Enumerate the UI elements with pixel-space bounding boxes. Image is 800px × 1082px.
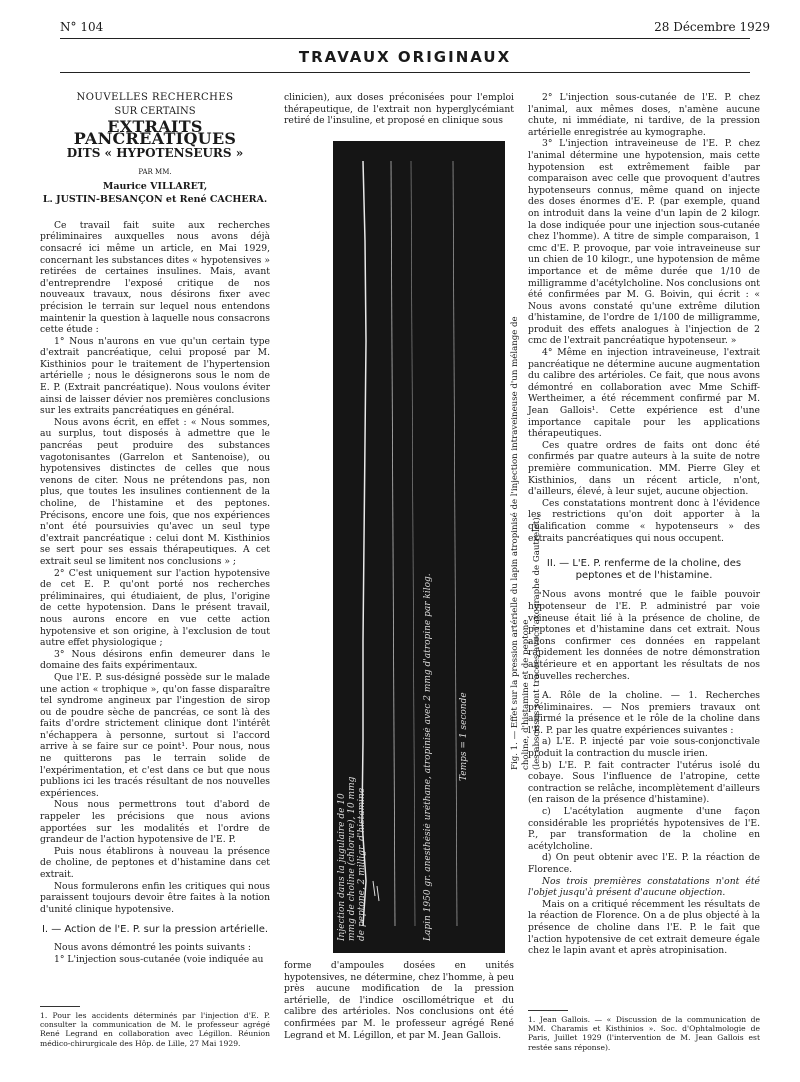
article-kicker-2: SUR CERTAINS	[114, 105, 196, 117]
paragraph: Que l'E. P. sus-désigné possède sur le malade une action « trophique », qu'on fasse disparaître tel syndrome angineux par l'ingestion de sirop ou de poudre sèche de pancréas, ce sont là des faits d'ordre strictement clinique dont l'intérêt n'échappera à personne, surtout si l'accord arrive à se faire sur ce point¹. Pour nous, nous ne quitterons pas le terrain solide de l'expérimentation, et c'est dans ce but que nous publions ici les tracés résultant de nos nouvelles expériences.	[40, 671, 270, 799]
paragraph: 4° Même en injection intraveineuse, l'extrait pancréatique ne détermine aucune augmentation du calibre des artérioles. Ce fait, que nous avons démontré en collaboration avec Mme Schiff-Wertheimer, a été récemment confirmé par M. Jean Gallois¹. Cette expérience est d'une importance capitale pour les applications thérapeutiques.	[528, 347, 760, 440]
paragraph: 1° Nous n'aurons en vue qu'un certain type d'extrait pancréatique, celui proposé par M. Kisthinios pour le traitement de l'hypertension artérielle ; nous le désignerons sous le nom de E. P. (Extrait pancréatique). Nous voulons éviter ainsi de laisser dévier nos premières conclusions sur les extraits pancréatiques en général.	[40, 335, 270, 417]
section-heading-1: I. — Action de l'E. P. sur la pression artérielle.	[41, 924, 269, 936]
footnote-rule	[40, 1006, 80, 1007]
paragraph: Nous avons démontré les points suivants :	[54, 941, 251, 953]
author-2: L. JUSTIN-BESANÇON et René CACHERA.	[42, 194, 268, 206]
footnote-left	[40, 1006, 270, 1048]
section-title: TRAVAUX ORIGINAUX	[298, 48, 512, 66]
paragraph: Ces constatations montrent donc à l'évidence les restrictions qu'on doit apporter à la qualification comme « hypotenseurs » des extraits pancréatiques qui nous occupent.	[528, 497, 760, 544]
footnote-rule	[528, 1010, 568, 1011]
footnote-text: 1. Pour les accidents déterminés par l'injection d'E. P. consulter la communication de M. le professeur agrégé René Legrand en collaboration avec Légillon. Réunion médico-chirurgicale des Hôp. de Lille, 27 Mai 1929.	[40, 1011, 270, 1048]
handwriting-temps: Temps = 1 seconde	[459, 692, 469, 781]
paragraph: Mais on a critiqué récemment les résultats de la réaction de Florence. On a de plus objecté à la présence de choline dans l'E. P. le fait que l'action hypotensive de cet extrait demeure égale chez le lapin avant et après atropinisation.	[528, 898, 760, 957]
paragraph: Nous nous permettrons tout d'abord de rappeler les précisions que nous avions apportées sur les modalités et l'ordre de grandeur de l'action hypotensive de l'E. P.	[40, 799, 270, 846]
byline-par: PAR MM.	[138, 167, 172, 176]
paragraph: 2° C'est uniquement sur l'action hypotensive de cet E. P. qu'ont porté nos recherches préliminaires, qui étudiaient, de plus, l'origine de cette hypotension. Dans le présent travail, nous aurons encore en vue cette action hypotensive et son origine, à l'exclusion de tout autre effet physiologique ;	[40, 567, 270, 649]
column-right	[528, 92, 760, 957]
paragraph: Ce travail fait suite aux recherches préliminaires auxquelles nous avons déjà consacré ici même un article, en Mai 1929, concernant les substances dites « hypotensives » retirées de certaines insulines. Mais, avant d'entreprendre l'exposé critique de nos nouveaux travaux, nous désirons fixer avec précision le terrain sur lequel nous entendons maintenir la question à laquelle nous consacrons cette étude :	[40, 219, 270, 336]
section-heading-2: II. — L'E. P. renferme de la choline, des peptones et de l'histamine.	[546, 558, 742, 581]
header-rule-top	[60, 38, 750, 39]
figure-caption-line-2: (les abscisses sont tracées avec l'axographe de Gautrelet).	[532, 514, 542, 770]
paragraph: Nous avons écrit, en effet : « Nous sommes, au surplus, tout disposés à admettre que le pancréas peut produire des substances vagotonisantes (Garrelon et Santenoise), ou hypotensives distinctes de celles que nous venons de citer. Nous ne prétendons pas, non plus, que toutes les insulines contiennent de la choline, de l'histamine et des peptones. Précisons, encore une fois, que nos expériences n'ont été poursuivies qu'avec un seul type d'extrait pancréatique : celui dont M. Kisthinios se sert pour ses essais thérapeutiques. A cet extrait seul se limitent nos conclusions » ;	[40, 416, 270, 567]
paragraph: a) L'E. P. injecté par voie sous-conjonctivale produit la contraction du muscle irien.	[528, 736, 760, 760]
issue-date: 28 Décembre 1929	[654, 20, 770, 34]
handwriting-injection: Injection dans la jugulaire de 10 mmg de choline (chlorure), 10 mmg de peptone, 2 milligr. d'histamine	[337, 776, 367, 941]
paragraph: 3° Nous désirons enfin demeurer dans le domaine des faits expérimentaux.	[40, 648, 270, 672]
footnote-text: 1. Jean Gallois. — « Discussion de la communication de MM. Charamis et Kisthinios ». Soc. d'Ophtalmologie de Paris, Juillet 1929 (l'intervention de M. Jean Gallois est restée sans réponse).	[528, 1015, 760, 1052]
paragraph: b) L'E. P. fait contracter l'utérus isolé du cobaye. Sous l'influence de l'atropine, cette contraction se relâche, incomplètement d'ailleurs (en raison de la présence d'histamine).	[528, 759, 760, 806]
paragraph: Puis nous établirons à nouveau la présence de choline, de peptones et d'histamine dans cet extrait.	[40, 845, 270, 880]
article-title-2: DITS « HYPOTENSEURS »	[66, 146, 244, 161]
article-kicker-1: NOUVELLES RECHERCHES	[76, 92, 234, 103]
issue-number: N° 104	[60, 20, 104, 34]
author-1: Maurice VILLARET,	[102, 180, 208, 192]
footnote-right	[528, 1010, 760, 1052]
paragraph: d) On peut obtenir avec l'E. P. la réaction de Florence.	[528, 852, 760, 875]
paragraph: Nous avons montré que le faible pouvoir hypotenseur de l'E. P. administré par voie veineuse était lié à la présence de choline, de peptones et d'histamine dans cet extrait. Nous allons confirmer ces données en rappelant rapidement les données de notre démonstration antérieure et en apportant les résultats de nos nouvelles recherches.	[528, 589, 760, 682]
column-middle-bottom: forme d'ampoules dosées en unités hypotensives, ne détermine, chez l'homme, à peu près aucune modification de la pression artérielle, de l'indice oscillométrique et du calibre des artérioles. Nos conclusions ont été confirmées par M. le professeur agrégé René Legrand et M. Légillon, et par M. Jean Gallois.	[284, 960, 514, 1041]
paragraph: 3° L'injection intraveineuse de l'E. P. chez l'animal détermine une hypotension, mais cette hypotension est extrêmement faible par comparaison avec celle que provoquent d'autres hypotenseurs connus, même quand on injecte des doses énormes d'E. P. (par exemple, quand on introduit dans la veine d'un lapin de 2 kilogr. la dose indiquée pour une injection sous-cutanée chez l'homme). A titre de simple comparaison, 1 cmc d'E. P. provoque, par voie intraveineuse sur un chien de 10 kilogr., une hypotension de même importance et de même durée que 1/10 de milligramme d'acétylcholine. Nos conclusions ont été confirmées par M. G. Boivin, qui écrit : « Nous avons constaté qu'une extrême dilution d'histamine, de l'ordre de 1/100 de milligramme, produit des effets analogues à l'injection de 2 cmc de l'extrait pancréatique hypotenseur. »	[528, 138, 760, 347]
paragraph: A. Rôle de la choline. — 1. Recherches préliminaires. — Nos premiers travaux ont affirmé la présence et le rôle de la choline dans l'E. P. par les quatre expériences suivantes :	[528, 690, 760, 736]
kymograph-figure	[333, 141, 505, 953]
paragraph: Ces quatre ordres de faits ont donc été confirmés par quatre auteurs à la suite de notre première communication. MM. Pierre Gley et Kisthinios, dans un récent article, n'ont, d'ailleurs, élevé, à leur sujet, aucune objection.	[528, 439, 760, 498]
paragraph: 2° L'injection sous-cutanée de l'E. P. chez l'animal, aux mêmes doses, n'amène aucune chute, ni immédiate, ni tardive, de la pression artérielle enregistrée au kymographe.	[528, 92, 760, 138]
paragraph: c) L'acétylation augmente d'une façon considérable les propriétés hypotensives de l'E. P., par transformation de la choline en acétylcholine.	[528, 806, 760, 852]
handwriting-lapin: Lapin 1950 gr. anesthésié uréthane, atropinisé avec 2 mmg d'atropine par kilog.	[423, 573, 433, 941]
paragraph: 1° L'injection sous-cutanée (voie indiquée au	[54, 953, 264, 965]
column-middle-top: clinicien), aux doses préconisées pour l'emploi thérapeutique, de l'extrait non hyperglycémiant retiré de l'insuline, et proposé en clinique sous	[284, 92, 514, 127]
column-left	[40, 92, 270, 965]
article-title-1: EXTRAITS PANCRÉATIQUES	[73, 117, 237, 148]
figure-caption-line-1: Fig. 1. — Effet sur la pression artérielle du lapin atropinisé de l'injection intraveineuse d'un mélange de choline, d'histamine et de peptone	[510, 316, 531, 770]
paragraph: Nos trois premières constatations n'ont été l'objet jusqu'à présent d'aucune objection.	[528, 875, 760, 899]
paragraph: Nous formulerons enfin les critiques qui nous paraissent toujours devoir être faites à la notion d'unité clinique hypotensive.	[40, 880, 270, 915]
header-rule-bottom	[60, 72, 750, 73]
